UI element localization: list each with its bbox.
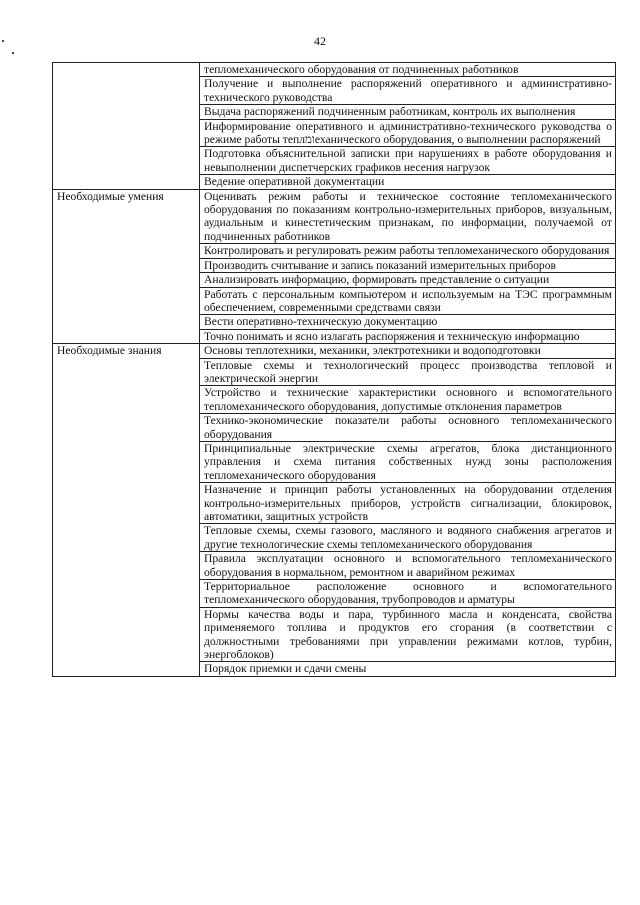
requirement-item: тепломеханического оборудования от подчиненных работников — [200, 63, 616, 77]
section-label: Необходимые знания — [53, 344, 200, 677]
requirement-item: Информирование оперативного и административно-технического руководства о режиме работы теплומеханического оборудования, о выполнении распоряжений — [200, 119, 616, 147]
requirement-item: Производить считывание и запись показаний измерительных приборов — [200, 258, 616, 272]
requirement-item: Тепловые схемы и технологический процесс производства тепловой и электрической энергии — [200, 358, 616, 386]
requirement-item: Вести оперативно-техническую документацию — [200, 315, 616, 329]
requirement-item: Технико-экономические показатели работы основного тепломеханического оборудования — [200, 414, 616, 442]
requirement-item: Анализировать информацию, формировать представление о ситуации — [200, 273, 616, 287]
requirement-item: Работать с персональным компьютером и используемым на ТЭС программным обеспечением, современными средствами связи — [200, 287, 616, 315]
requirement-item: Выдача распоряжений подчиненным работникам, контроль их выполнения — [200, 105, 616, 119]
competency-table-body — [53, 63, 616, 677]
table-row — [53, 63, 616, 77]
section-label: Необходимые умения — [53, 189, 200, 343]
table-row — [53, 344, 616, 358]
requirement-item: Территориальное расположение основного и вспомогательного тепломеханического оборудования, трубопроводов и арматуры — [200, 580, 616, 608]
page-number: 42 — [314, 34, 326, 48]
section-label — [53, 63, 200, 190]
requirement-item: Оценивать режим работы и техническое состояние тепломеханического оборудования по показаниям контрольно-измерительных приборов, визуальным, аудиальным и кинестетическим признакам, по информации, получаемой от подчиненных работников — [200, 189, 616, 244]
scan-artifact-mark — [2, 40, 4, 42]
requirement-item: Правила эксплуатации основного и вспомогательного тепломеханического оборудования в нормальном, ремонтном и аварийном режимах — [200, 552, 616, 580]
requirement-item: Основы теплотехники, механики, электротехники и водоподготовки — [200, 344, 616, 358]
requirement-item: Устройство и технические характеристики основного и вспомогательного тепломеханического оборудования, допустимые отклонения параметров — [200, 386, 616, 414]
requirement-item: Точно понимать и ясно излагать распоряжения и техническую информацию — [200, 329, 616, 343]
requirement-item: Тепловые схемы, схемы газового, масляного и водяного снабжения агрегатов и другие технологические схемы тепломеханического оборудования — [200, 524, 616, 552]
scan-artifact-mark — [12, 52, 14, 54]
requirement-item: Принципиальные электрические схемы агрегатов, блока дистанционного управления и схема питания собственных нужд зоны расположения тепломеханического оборудования — [200, 441, 616, 482]
requirement-item: Порядок приемки и сдачи смены — [200, 662, 616, 676]
requirement-item: Подготовка объяснительной записки при нарушениях в работе оборудования и невыполнении диспетчерских графиков несения нагрузок — [200, 147, 616, 175]
requirement-item: Получение и выполнение распоряжений оперативного и административно-технического руководства — [200, 77, 616, 105]
requirement-item: Контролировать и регулировать режим работы тепломеханического оборудования — [200, 244, 616, 258]
requirement-item: Ведение оперативной документации — [200, 175, 616, 189]
requirement-item: Назначение и принцип работы установленных на оборудовании отделения контрольно-измерительных приборов, устройств сигнализации, блокировок, автоматики, защитных устройств — [200, 483, 616, 524]
table-row — [53, 189, 616, 244]
requirement-item: Нормы качества воды и пара, турбинного масла и конденсата, свойства применяемого топлива и продуктов его сгорания (в соответствии с должностными требованиями при управлении режимами котлов, турбин, энергоблоков) — [200, 607, 616, 662]
competency-table — [52, 62, 616, 677]
